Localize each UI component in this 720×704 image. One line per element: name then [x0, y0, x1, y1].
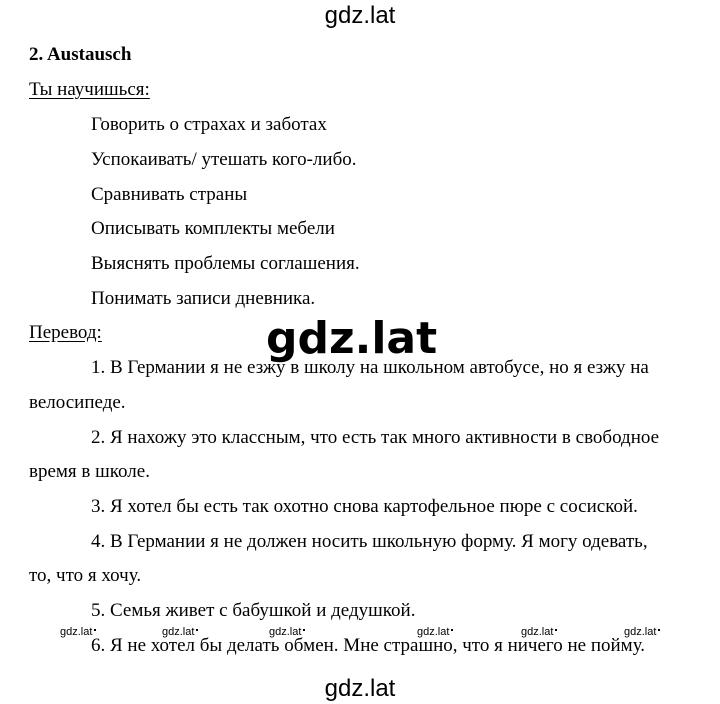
translation-line: 2. Я нахожу это классным, что есть так много активности в свободное: [91, 427, 660, 448]
translation-line: велосипеде.: [29, 392, 126, 413]
watermark-small: gdz.lat: [417, 626, 453, 638]
translation-line: 1. В Германии я не езжу в школу на школьном автобусе, но я езжу на: [91, 357, 649, 378]
page-heading: 2. Austausch: [29, 44, 132, 65]
skill-item: Говорить о страхах и заботах: [91, 114, 327, 135]
watermark-small: gdz.lat: [624, 626, 660, 638]
translation-line: 3. Я хотел бы есть так охотно снова картофельное пюре с сосиской.: [91, 496, 638, 517]
watermark-small: gdz.lat: [521, 626, 557, 638]
watermark-small: gdz.lat: [60, 626, 96, 638]
skill-item: Выяснять проблемы соглашения.: [91, 253, 360, 274]
watermark-bottom: gdz.lat: [324, 675, 396, 702]
skill-item: Понимать записи дневника.: [91, 288, 316, 309]
translation-line: 5. Семья живет с бабушкой и дедушкой.: [91, 600, 416, 621]
skill-item: Сравнивать страны: [91, 184, 248, 205]
translation-line: время в школе.: [29, 461, 150, 482]
translation-label: Перевод:: [29, 322, 102, 343]
skill-item: Описывать комплекты мебели: [91, 218, 335, 239]
watermark-top: gdz.lat: [324, 2, 396, 29]
translation-line: 6. Я не хотел бы делать обмен. Мне страшно, что я ничего не пойму.: [91, 635, 646, 656]
watermark-small: gdz.lat: [269, 626, 305, 638]
watermark-center: gdz.lat: [266, 313, 438, 364]
translation-line: 4. В Германии я не должен носить школьную форму. Я могу одевать,: [91, 531, 648, 552]
translation-line: то, что я хочу.: [29, 565, 142, 586]
watermark-small: gdz.lat: [162, 626, 198, 638]
skill-item: Успокаивать/ утешать кого-либо.: [91, 149, 357, 170]
learn-label: Ты научишься:: [29, 79, 150, 100]
